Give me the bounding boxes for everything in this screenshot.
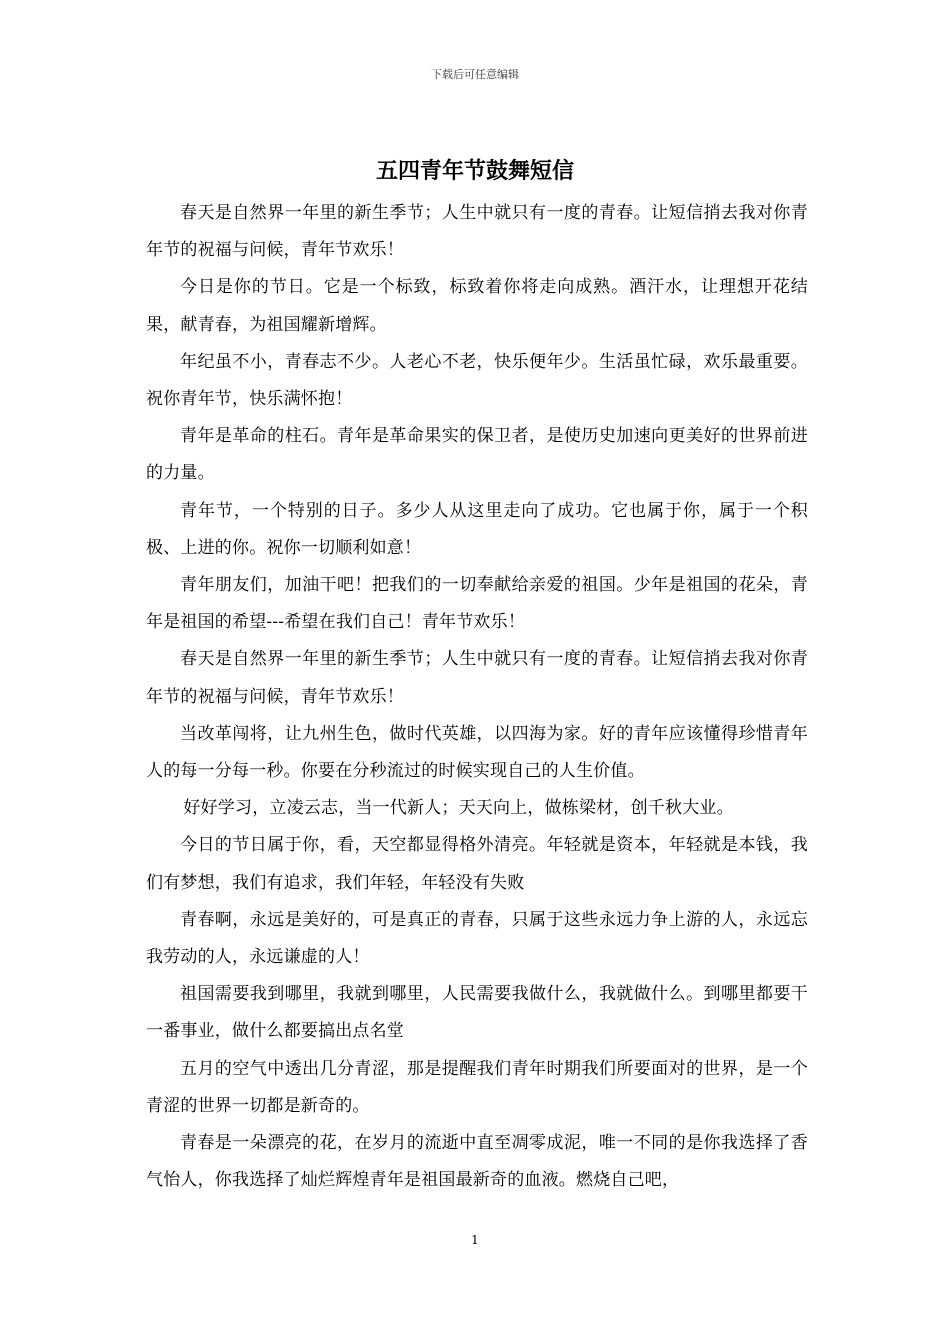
paragraph: 春天是自然界一年里的新生季节；人生中就只有一度的青春。让短信捎去我对你青年节的祝福与问候，青年节欢乐！	[146, 203, 808, 261]
paragraph: 当改革闯将，让九州生色，做时代英雄，以四海为家。好的青年应该懂得珍惜青年人的每一分每一秒。你要在分秒流过的时候实现自己的人生价值。	[146, 723, 808, 782]
paragraph: 青年节，一个特别的日子。多少人从这里走向了成功。它也属于你，属于一个积极、上进的你。祝你一切顺利如意！	[146, 500, 808, 558]
paragraph: 青春啊，永远是美好的，可是真正的青春，只属于这些永远力争上游的人，永远忘我劳动的人，永远谦虚的人！	[146, 909, 808, 968]
paragraph: 青年朋友们，加油干吧！把我们的一切奉献给亲爱的祖国。少年是祖国的花朵，青年是祖国的希望---希望在我们自己！青年节欢乐！	[146, 575, 808, 633]
paragraph: 好好学习，立凌云志，当一代新人；天天向上，做栋梁材，创千秋大业。	[183, 798, 734, 819]
document-title: 五四青年节鼓舞短信	[375, 158, 574, 184]
paragraph: 今日的节日属于你，看，天空都显得格外清亮。年轻就是资本，年轻就是本钱，我们有梦想，我们有追求，我们年轻，年轻没有失败	[146, 835, 808, 893]
document-body	[146, 195, 808, 1199]
paragraph: 青年是革命的柱石。青年是革命果实的保卫者，是使历史加速向更美好的世界前进的力量。	[146, 426, 808, 484]
paragraph: 青春是一朵漂亮的花，在岁月的流逝中直至凋零成泥，唯一不同的是你我选择了香气怡人，你我选择了灿烂辉煌青年是祖国最新奇的血液。燃烧自己吧，	[146, 1133, 808, 1191]
paragraph: 今日是你的节日。它是一个标致，标致着你将走向成熟。酒汗水，让理想开花结果，献青春，为祖国耀新增辉。	[146, 277, 808, 335]
page-number: 1	[471, 1233, 479, 1247]
paragraph: 年纪虽不小，青春志不少。人老心不老，快乐便年少。生活虽忙碌，欢乐最重要。祝你青年节，快乐满怀抱！	[146, 351, 808, 410]
paragraph: 五月的空气中透出几分青涩，那是提醒我们青年时期我们所要面对的世界，是一个青涩的世界一切都是新奇的。	[146, 1058, 808, 1116]
header-note: 下载后可任意编辑	[431, 68, 519, 81]
paragraph: 春天是自然界一年里的新生季节；人生中就只有一度的青春。让短信捎去我对你青年节的祝福与问候，青年节欢乐！	[146, 649, 808, 707]
paragraph: 祖国需要我到哪里，我就到哪里，人民需要我做什么，我就做什么。到哪里都要干一番事业，做什么都要搞出点名堂	[146, 984, 808, 1042]
